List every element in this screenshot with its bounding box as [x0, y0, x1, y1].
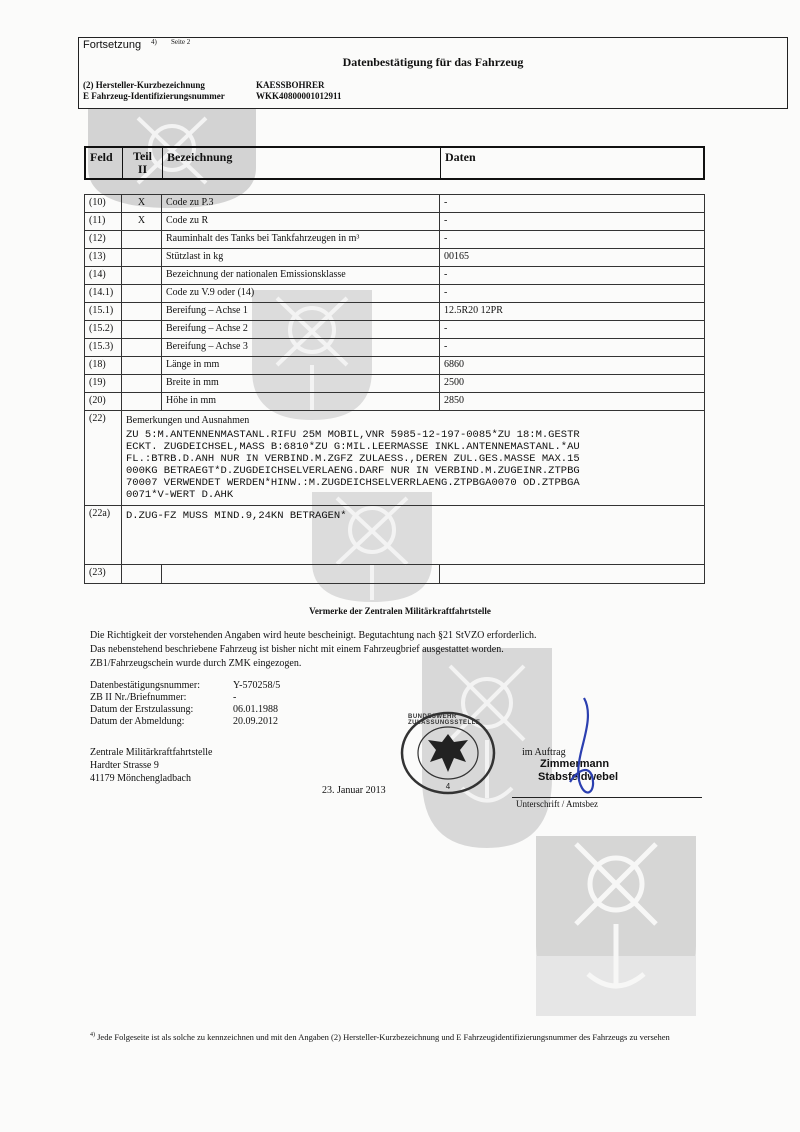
column-bezeichnung: Bezeichnung: [163, 148, 441, 178]
address-line3: 41179 Mönchengladbach: [90, 773, 191, 784]
notes-line1: Die Richtigkeit der vorstehenden Angaben wird heute bescheinigt. Begutachtung nach §21 StVZO erforderlich.: [90, 630, 537, 641]
table-row-23: [85, 565, 705, 584]
row23-daten: [440, 565, 705, 584]
bezeichnung-cell: Code zu V.9 oder (14): [162, 285, 440, 303]
seal-text: BUNDESWEHR ZULASSUNGSSTELLE: [408, 714, 481, 726]
detail-label: Datum der Abmeldung:: [90, 716, 185, 727]
teil-cell: X: [122, 195, 162, 213]
signature-line: [512, 797, 702, 798]
table-row: [85, 303, 705, 321]
teil-cell: [122, 357, 162, 375]
table-row: [85, 231, 705, 249]
data-table: [84, 194, 705, 584]
daten-cell: 2500: [440, 375, 705, 393]
table-row: [85, 339, 705, 357]
vin-label: E Fahrzeug-Identifizierungsnummer: [83, 91, 225, 101]
teil-cell: [122, 249, 162, 267]
remarks-cell: [122, 411, 705, 506]
feld-cell: (12): [85, 231, 122, 249]
detail-value: 20.09.2012: [233, 716, 278, 727]
table-row: [85, 375, 705, 393]
remarks-a-cell: [122, 506, 705, 565]
bezeichnung-cell: Rauminhalt des Tanks bei Tankfahrzeugen in m³: [162, 231, 440, 249]
column-teil: Teil II: [123, 148, 163, 178]
column-feld: Feld: [86, 148, 123, 178]
table-row: [85, 357, 705, 375]
daten-cell: 00165: [440, 249, 705, 267]
feld-cell: (19): [85, 375, 122, 393]
row23-teil: [122, 565, 162, 584]
bezeichnung-cell: Bezeichnung der nationalen Emissionsklasse: [162, 267, 440, 285]
signature-caption: Unterschrift / Amtsbez: [516, 799, 598, 809]
daten-cell: -: [440, 267, 705, 285]
svg-text:4: 4: [445, 782, 451, 791]
teil-cell: [122, 339, 162, 357]
daten-cell: 2850: [440, 393, 705, 411]
teil-cell: [122, 285, 162, 303]
table-row-remarks-a: [85, 506, 705, 565]
table-row: [85, 213, 705, 231]
daten-cell: -: [440, 195, 705, 213]
page-number: Seite 2: [171, 38, 191, 46]
address-line2: Hardter Strasse 9: [90, 760, 159, 771]
feld-cell: (15.1): [85, 303, 122, 321]
bezeichnung-cell: Code zu P.3: [162, 195, 440, 213]
footnote-marker: 4): [151, 38, 157, 46]
detail-label: Datenbestätigungsnummer:: [90, 680, 200, 691]
table-row: [85, 285, 705, 303]
teil-cell: [122, 267, 162, 285]
column-daten: Daten: [445, 150, 476, 164]
daten-cell: -: [440, 231, 705, 249]
row23-feld: (23): [85, 565, 122, 584]
table-header: [84, 146, 705, 180]
remarks-label: Bemerkungen und Ausnahmen: [126, 415, 250, 426]
bezeichnung-cell: Länge in mm: [162, 357, 440, 375]
bezeichnung-cell: Code zu R: [162, 213, 440, 231]
bezeichnung-cell: Breite in mm: [162, 375, 440, 393]
footnote-marker-bottom: 4): [90, 1032, 95, 1038]
manufacturer-label: (2) Hersteller-Kurzbezeichnung: [83, 80, 205, 90]
detail-value: Y-570258/5: [233, 680, 281, 691]
feld-cell: (18): [85, 357, 122, 375]
detail-label: Datum der Erstzulassung:: [90, 704, 194, 715]
bezeichnung-cell: Bereifung – Achse 1: [162, 303, 440, 321]
document-header-box: [78, 37, 788, 109]
bezeichnung-cell: Bereifung – Achse 2: [162, 321, 440, 339]
table-row: [85, 249, 705, 267]
daten-cell: -: [440, 321, 705, 339]
feld-cell: (14.1): [85, 285, 122, 303]
teil-cell: [122, 321, 162, 339]
feld-cell: (10): [85, 195, 122, 213]
daten-cell: -: [440, 339, 705, 357]
remarks-a-feld: (22a): [85, 506, 122, 565]
table-row: [85, 195, 705, 213]
im-auftrag-label: im Auftrag: [522, 747, 566, 758]
feld-cell: (11): [85, 213, 122, 231]
feld-cell: (15.2): [85, 321, 122, 339]
detail-label: ZB II Nr./Briefnummer:: [90, 692, 187, 703]
daten-cell: 6860: [440, 357, 705, 375]
issue-date: 23. Januar 2013: [322, 785, 386, 796]
remarks-text: ZU 5:M.ANTENNENMASTANL.RIFU 25M MOBIL,VNR 5985-12-197-0085*ZU 18:M.GESTR ECKT. ZUGDEICHSEL,MASS B:6810*ZU G:MIL.LEERMASSE INKL.ANTENNEMASTANL.*AU FL.:BTRB.D.ANH NUR IN VERBIND.M.ZGFZ ZULAESS.,DEREN ZUL.GES.MASSE MAX.15 000KG BETRAEGT*D.ZUGDEICHSELVERLAENG.DARF NUR IN VERBIND.M.ZUGEINR.ZTPBG 70007 VERWENDET WERDEN*HINW.:M.ZUGDEICHSELVERRLAENG.ZTPBGA0070 OD.ZTPBGA 0071*V-WERT D.AHK: [126, 429, 580, 501]
continuation-label: Fortsetzung: [83, 39, 142, 51]
daten-cell: -: [440, 213, 705, 231]
signer-rank: Stabsfeldwebel: [538, 771, 619, 783]
bezeichnung-cell: Bereifung – Achse 3: [162, 339, 440, 357]
official-seal: [398, 710, 498, 796]
row23-bez: [162, 565, 440, 584]
teil-cell: [122, 375, 162, 393]
footnote-text: Jede Folgeseite ist als solche zu kennzeichnen und mit den Angaben (2) Hersteller-Kurzbezeichnung und E Fahrzeugidentifizierungsnummer des Fahrzeugs zu versehen: [97, 1031, 670, 1042]
notes-line2: Das nebenstehend beschriebene Fahrzeug ist bisher nicht mit einem Fahrzeugbrief ausgestattet worden.: [90, 644, 504, 655]
table-row: [85, 267, 705, 285]
feld-cell: (15.3): [85, 339, 122, 357]
teil-cell: X: [122, 213, 162, 231]
detail-value: -: [233, 692, 237, 703]
notes-line3: ZB1/Fahrzeugschein wurde durch ZMK eingezogen.: [90, 658, 302, 669]
address-line1: Zentrale Militärkraftfahrtstelle: [90, 747, 213, 758]
notes-heading: Vermerke der Zentralen Militärkraftfahrtstelle: [309, 606, 491, 616]
handwritten-signature-icon: [556, 692, 616, 802]
remarks-feld: (22): [85, 411, 122, 506]
daten-cell: 12.5R20 12PR: [440, 303, 705, 321]
manufacturer-value: KAESSBOHRER: [256, 80, 325, 90]
watermark-emblem-icon: [536, 836, 696, 1016]
table-row-remarks: [85, 411, 705, 506]
document-title: Datenbestätigung für das Fahrzeug: [342, 55, 524, 69]
signer-name: Zimmermann: [540, 758, 610, 770]
teil-cell: [122, 231, 162, 249]
teil-cell: [122, 303, 162, 321]
vin-value: WKK40800001012911: [256, 91, 342, 101]
teil-cell: [122, 393, 162, 411]
table-row: [85, 393, 705, 411]
feld-cell: (20): [85, 393, 122, 411]
detail-value: 06.01.1988: [233, 704, 278, 715]
bezeichnung-cell: Stützlast in kg: [162, 249, 440, 267]
feld-cell: (13): [85, 249, 122, 267]
daten-cell: -: [440, 285, 705, 303]
table-row: [85, 321, 705, 339]
feld-cell: (14): [85, 267, 122, 285]
footnote: [90, 1030, 710, 1043]
remarks-a-text: D.ZUG-FZ MUSS MIND.9,24KN BETRAGEN*: [126, 510, 347, 522]
bezeichnung-cell: Höhe in mm: [162, 393, 440, 411]
